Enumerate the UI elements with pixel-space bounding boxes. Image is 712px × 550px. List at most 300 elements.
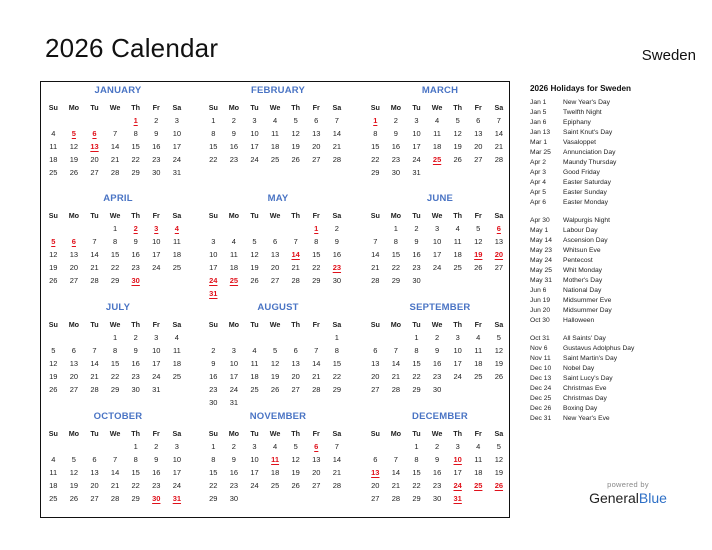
day-cell: 8 bbox=[334, 346, 339, 355]
weekday-header: Mo bbox=[228, 103, 240, 112]
holiday-day-cell: 3 bbox=[154, 224, 159, 233]
weekday-header: Sa bbox=[494, 320, 504, 329]
day-cell: 7 bbox=[314, 346, 319, 355]
day-cell: 27 bbox=[371, 494, 380, 503]
day-cell: 28 bbox=[391, 385, 401, 394]
day-cell: 27 bbox=[312, 155, 321, 164]
holiday-row bbox=[530, 188, 705, 198]
holiday-name: Epiphany bbox=[563, 119, 591, 126]
day-cell: 14 bbox=[332, 455, 342, 464]
day-cell: 23 bbox=[432, 372, 442, 381]
day-cell: 7 bbox=[92, 237, 97, 246]
weekday-header: Th bbox=[453, 320, 463, 329]
holiday-day-cell: 1 bbox=[373, 116, 378, 125]
day-cell: 25 bbox=[270, 155, 280, 164]
empty-cell bbox=[224, 222, 245, 235]
holiday-name: Gustavus Adolphus Day bbox=[563, 345, 635, 352]
day-cell: 4 bbox=[174, 333, 179, 342]
day-cell: 9 bbox=[231, 129, 236, 138]
weekday-header: Su bbox=[370, 211, 380, 220]
day-cell: 29 bbox=[412, 385, 421, 394]
weekday-header: Mo bbox=[228, 429, 240, 438]
day-cell: 22 bbox=[131, 155, 140, 164]
day-cell: 7 bbox=[112, 129, 118, 138]
holiday-date: Apr 4 bbox=[530, 179, 546, 186]
day-cell: 19 bbox=[291, 142, 300, 151]
day-cell: 9 bbox=[434, 346, 440, 355]
weekday-header: Fr bbox=[474, 429, 482, 438]
day-cell: 12 bbox=[69, 142, 79, 151]
day-cell: 6 bbox=[272, 237, 278, 246]
day-cell: 16 bbox=[229, 468, 239, 477]
day-cell: 10 bbox=[152, 346, 161, 355]
holiday-row bbox=[530, 334, 705, 344]
holiday-name: Mother's Day bbox=[563, 277, 603, 284]
month-day-grid bbox=[43, 101, 193, 179]
day-cell: 13 bbox=[291, 359, 300, 368]
day-cell: 26 bbox=[270, 385, 280, 394]
day-cell: 3 bbox=[174, 442, 179, 451]
holiday-name: Easter Monday bbox=[563, 199, 608, 206]
weekday-header: Fr bbox=[474, 320, 482, 329]
day-cell: 19 bbox=[49, 263, 58, 272]
holiday-date: May 1 bbox=[530, 227, 549, 234]
holiday-name: New Year's Eve bbox=[563, 415, 610, 422]
holiday-row bbox=[530, 216, 705, 226]
day-cell: 12 bbox=[291, 455, 300, 464]
empty-cell bbox=[64, 114, 85, 127]
weekday-header: Su bbox=[370, 320, 380, 329]
empty-cell bbox=[365, 440, 386, 453]
powered-by-text: powered by bbox=[607, 480, 649, 489]
day-cell: 15 bbox=[332, 359, 342, 368]
day-cell: 28 bbox=[332, 481, 342, 490]
weekday-header: We bbox=[269, 429, 281, 438]
day-cell: 10 bbox=[250, 455, 259, 464]
holiday-date: Apr 6 bbox=[530, 199, 546, 206]
day-cell: 13 bbox=[270, 250, 280, 259]
holiday-name: Ascension Day bbox=[563, 237, 608, 244]
day-cell: 26 bbox=[291, 155, 300, 164]
holiday-date: Dec 13 bbox=[530, 375, 552, 382]
empty-cell bbox=[43, 440, 64, 453]
day-cell: 4 bbox=[455, 224, 460, 233]
day-cell: 18 bbox=[453, 250, 462, 259]
empty-cell bbox=[365, 222, 386, 235]
weekday-header: Th bbox=[291, 103, 301, 112]
weekday-header: Mo bbox=[390, 211, 402, 220]
weekday-header: Tu bbox=[412, 320, 421, 329]
month-day-grid bbox=[203, 101, 353, 166]
day-cell: 15 bbox=[391, 250, 401, 259]
day-cell: 31 bbox=[152, 385, 161, 394]
day-cell: 29 bbox=[312, 276, 321, 285]
day-cell: 3 bbox=[252, 116, 257, 125]
holiday-row bbox=[530, 128, 705, 138]
holiday-day-cell: 4 bbox=[174, 224, 179, 233]
day-cell: 16 bbox=[152, 142, 161, 151]
day-cell: 26 bbox=[49, 276, 58, 285]
day-cell: 30 bbox=[412, 276, 421, 285]
empty-cell bbox=[84, 331, 105, 344]
day-cell: 5 bbox=[293, 442, 298, 451]
weekday-header: Fr bbox=[152, 429, 160, 438]
day-cell: 16 bbox=[412, 250, 421, 259]
holiday-name: Saint Knut's Day bbox=[563, 129, 613, 136]
holiday-date: May 14 bbox=[530, 237, 552, 244]
holiday-date: Nov 6 bbox=[530, 345, 548, 352]
holiday-row bbox=[530, 394, 705, 404]
day-cell: 23 bbox=[152, 481, 161, 490]
holiday-name: Labour Day bbox=[563, 227, 598, 234]
day-cell: 17 bbox=[453, 359, 462, 368]
holiday-row bbox=[530, 354, 705, 364]
day-cell: 18 bbox=[474, 359, 483, 368]
day-cell: 26 bbox=[494, 372, 504, 381]
day-cell: 31 bbox=[412, 168, 421, 177]
day-cell: 11 bbox=[271, 129, 279, 138]
holiday-date: Jan 5 bbox=[530, 109, 547, 116]
day-cell: 18 bbox=[250, 372, 259, 381]
weekday-header: Tu bbox=[90, 211, 99, 220]
day-cell: 19 bbox=[49, 372, 58, 381]
day-cell: 8 bbox=[133, 455, 138, 464]
day-cell: 12 bbox=[270, 359, 280, 368]
day-cell: 10 bbox=[209, 250, 218, 259]
day-cell: 22 bbox=[312, 263, 321, 272]
day-cell: 22 bbox=[110, 372, 120, 381]
holiday-row bbox=[530, 286, 705, 296]
holidays-panel bbox=[530, 84, 705, 424]
day-cell: 24 bbox=[229, 385, 239, 394]
day-cell: 23 bbox=[391, 155, 401, 164]
weekday-header: Su bbox=[48, 429, 58, 438]
day-cell: 1 bbox=[211, 442, 216, 451]
weekday-header: Sa bbox=[332, 103, 342, 112]
day-cell: 1 bbox=[334, 333, 339, 342]
holiday-row bbox=[530, 374, 705, 384]
holiday-date: Dec 25 bbox=[530, 395, 552, 402]
holiday-name: Whitsun Eve bbox=[563, 247, 601, 254]
day-cell: 26 bbox=[69, 494, 79, 503]
day-cell: 4 bbox=[51, 129, 56, 138]
empty-cell bbox=[64, 440, 85, 453]
day-cell: 13 bbox=[69, 359, 79, 368]
weekday-header: Tu bbox=[90, 429, 99, 438]
day-cell: 21 bbox=[391, 481, 401, 490]
day-cell: 10 bbox=[453, 346, 462, 355]
day-cell: 14 bbox=[391, 468, 401, 477]
brand-logo[interactable] bbox=[583, 480, 673, 506]
weekday-header: Fr bbox=[474, 211, 482, 220]
day-cell: 8 bbox=[373, 129, 378, 138]
day-cell: 18 bbox=[270, 468, 280, 477]
holiday-day-cell: 13 bbox=[371, 468, 380, 477]
day-cell: 21 bbox=[332, 142, 342, 151]
day-cell: 7 bbox=[393, 455, 398, 464]
holiday-name: Saint Lucy's Day bbox=[563, 375, 613, 382]
day-cell: 24 bbox=[412, 155, 421, 164]
day-cell: 14 bbox=[391, 359, 401, 368]
holiday-row bbox=[530, 198, 705, 208]
day-cell: 10 bbox=[172, 129, 182, 138]
holiday-row bbox=[530, 158, 705, 168]
day-cell: 29 bbox=[209, 494, 218, 503]
weekday-header: We bbox=[109, 320, 121, 329]
month-july bbox=[43, 301, 193, 396]
day-cell: 17 bbox=[453, 468, 462, 477]
day-cell: 2 bbox=[133, 333, 138, 342]
day-cell: 24 bbox=[172, 155, 182, 164]
weekday-header: Mo bbox=[390, 320, 402, 329]
month-december bbox=[365, 410, 515, 505]
day-cell: 11 bbox=[172, 237, 181, 246]
month-september bbox=[365, 301, 515, 396]
day-cell: 2 bbox=[231, 116, 236, 125]
weekday-header: Sa bbox=[172, 429, 182, 438]
day-cell: 25 bbox=[250, 385, 259, 394]
day-cell: 17 bbox=[172, 142, 182, 151]
weekday-header: Su bbox=[48, 211, 58, 220]
empty-cell bbox=[64, 331, 85, 344]
day-cell: 13 bbox=[312, 455, 321, 464]
day-cell: 5 bbox=[496, 333, 501, 342]
holiday-name: Halloween bbox=[563, 317, 595, 324]
weekday-header: Tu bbox=[250, 103, 259, 112]
day-cell: 5 bbox=[293, 116, 298, 125]
day-cell: 12 bbox=[49, 250, 58, 259]
weekday-header: Th bbox=[131, 211, 141, 220]
weekday-header: Tu bbox=[90, 320, 99, 329]
day-cell: 20 bbox=[270, 263, 280, 272]
holiday-date: Jan 1 bbox=[530, 99, 547, 106]
day-cell: 14 bbox=[371, 250, 380, 259]
holiday-name: Maundy Thursday bbox=[563, 159, 617, 166]
holiday-date: Jan 6 bbox=[530, 119, 547, 126]
day-cell: 15 bbox=[412, 359, 421, 368]
empty-cell bbox=[285, 222, 306, 235]
weekday-header: We bbox=[431, 429, 443, 438]
month-title: JANUARY bbox=[94, 85, 142, 96]
month-june bbox=[365, 192, 515, 287]
day-cell: 4 bbox=[272, 442, 278, 451]
holiday-row bbox=[530, 306, 705, 316]
day-cell: 5 bbox=[252, 237, 257, 246]
day-cell: 18 bbox=[229, 263, 239, 272]
day-cell: 13 bbox=[474, 129, 483, 138]
holiday-name: Christmas Eve bbox=[563, 385, 607, 392]
weekday-header: Th bbox=[453, 211, 463, 220]
day-cell: 7 bbox=[373, 237, 378, 246]
day-cell: 18 bbox=[49, 155, 58, 164]
day-cell: 25 bbox=[49, 494, 58, 503]
weekday-header: Fr bbox=[474, 103, 482, 112]
day-cell: 15 bbox=[131, 142, 140, 151]
day-cell: 21 bbox=[110, 481, 120, 490]
day-cell: 20 bbox=[371, 481, 380, 490]
holiday-name: National Day bbox=[563, 287, 602, 294]
holiday-day-cell: 11 bbox=[271, 455, 280, 464]
day-cell: 4 bbox=[272, 116, 278, 125]
weekday-header: Su bbox=[48, 320, 58, 329]
day-cell: 12 bbox=[494, 346, 504, 355]
day-cell: 23 bbox=[152, 155, 161, 164]
holiday-row bbox=[530, 384, 705, 394]
empty-cell bbox=[386, 331, 407, 344]
holiday-day-cell: 5 bbox=[71, 129, 76, 138]
day-cell: 13 bbox=[494, 237, 504, 246]
day-cell: 20 bbox=[291, 372, 300, 381]
holiday-date: Dec 24 bbox=[530, 385, 552, 392]
day-cell: 17 bbox=[412, 142, 421, 151]
day-cell: 2 bbox=[393, 116, 398, 125]
empty-cell bbox=[203, 331, 224, 344]
day-cell: 22 bbox=[209, 155, 218, 164]
month-day-grid bbox=[203, 318, 353, 409]
weekday-header: Th bbox=[131, 103, 141, 112]
month-day-grid bbox=[43, 209, 193, 287]
day-cell: 21 bbox=[332, 468, 342, 477]
holiday-date: Jun 6 bbox=[530, 287, 547, 294]
day-cell: 14 bbox=[312, 359, 321, 368]
holiday-day-cell: 1 bbox=[133, 116, 138, 125]
day-cell: 12 bbox=[474, 237, 483, 246]
day-cell: 15 bbox=[110, 359, 120, 368]
weekday-header: Su bbox=[208, 211, 218, 220]
day-cell: 14 bbox=[90, 359, 99, 368]
empty-cell bbox=[43, 222, 64, 235]
month-day-grid bbox=[365, 427, 515, 505]
day-cell: 19 bbox=[494, 359, 504, 368]
holiday-date: May 25 bbox=[530, 267, 552, 274]
day-cell: 27 bbox=[291, 385, 300, 394]
day-cell: 11 bbox=[474, 346, 483, 355]
holiday-name: Whit Monday bbox=[563, 267, 603, 274]
holiday-day-cell: 19 bbox=[474, 250, 483, 259]
country-label: Sweden bbox=[641, 47, 696, 64]
holiday-date: May 31 bbox=[530, 277, 552, 284]
day-cell: 28 bbox=[110, 494, 120, 503]
holiday-row bbox=[530, 266, 705, 276]
day-cell: 21 bbox=[494, 142, 504, 151]
day-cell: 12 bbox=[494, 455, 504, 464]
day-cell: 17 bbox=[152, 359, 161, 368]
holiday-row bbox=[530, 296, 705, 306]
holiday-row bbox=[530, 98, 705, 108]
holidays-panel-title: 2026 Holidays for Sweden bbox=[530, 84, 632, 93]
weekday-header: We bbox=[431, 320, 443, 329]
weekday-header: Sa bbox=[172, 103, 182, 112]
day-cell: 14 bbox=[332, 129, 342, 138]
weekday-header: Tu bbox=[90, 103, 99, 112]
day-cell: 25 bbox=[270, 481, 280, 490]
day-cell: 6 bbox=[373, 455, 378, 464]
holiday-row bbox=[530, 236, 705, 246]
day-cell: 5 bbox=[51, 346, 56, 355]
holiday-name: Midsummer Eve bbox=[563, 297, 612, 304]
month-day-grid bbox=[203, 427, 353, 505]
day-cell: 21 bbox=[110, 155, 120, 164]
day-cell: 27 bbox=[90, 494, 99, 503]
day-cell: 13 bbox=[312, 129, 321, 138]
holiday-group-gap bbox=[530, 208, 705, 216]
holiday-day-cell: 2 bbox=[133, 224, 138, 233]
day-cell: 3 bbox=[455, 442, 460, 451]
day-cell: 4 bbox=[252, 346, 257, 355]
day-cell: 4 bbox=[231, 237, 236, 246]
day-cell: 19 bbox=[69, 481, 79, 490]
empty-cell bbox=[244, 331, 265, 344]
day-cell: 24 bbox=[152, 372, 161, 381]
holiday-date: Dec 26 bbox=[530, 405, 552, 412]
day-cell: 16 bbox=[391, 142, 401, 151]
day-cell: 9 bbox=[393, 129, 398, 138]
day-cell: 26 bbox=[474, 263, 483, 272]
day-cell: 12 bbox=[250, 250, 259, 259]
holiday-day-cell: 6 bbox=[92, 129, 97, 138]
month-february bbox=[203, 84, 353, 166]
day-cell: 8 bbox=[414, 455, 419, 464]
holiday-name: Boxing Day bbox=[563, 405, 598, 412]
month-day-grid bbox=[203, 209, 353, 300]
day-cell: 10 bbox=[172, 455, 182, 464]
day-cell: 6 bbox=[476, 116, 481, 125]
weekday-header: We bbox=[269, 211, 281, 220]
month-title: OCTOBER bbox=[93, 411, 143, 422]
empty-cell bbox=[64, 222, 85, 235]
day-cell: 24 bbox=[152, 263, 161, 272]
weekday-header: Fr bbox=[152, 211, 160, 220]
day-cell: 20 bbox=[312, 468, 321, 477]
day-cell: 8 bbox=[414, 346, 419, 355]
holiday-name: Walpurgis Night bbox=[563, 217, 610, 224]
day-cell: 24 bbox=[453, 372, 462, 381]
day-cell: 9 bbox=[434, 455, 440, 464]
holiday-row bbox=[530, 138, 705, 148]
holiday-row bbox=[530, 404, 705, 414]
day-cell: 9 bbox=[154, 455, 159, 464]
day-cell: 20 bbox=[90, 155, 99, 164]
weekday-header: Mo bbox=[68, 320, 80, 329]
holiday-day-cell: 6 bbox=[496, 224, 501, 233]
month-title: DECEMBER bbox=[412, 411, 468, 422]
weekday-header: Mo bbox=[390, 103, 402, 112]
day-cell: 28 bbox=[291, 276, 300, 285]
holiday-row bbox=[530, 364, 705, 374]
weekday-header: Th bbox=[131, 429, 141, 438]
weekday-header: Sa bbox=[332, 429, 342, 438]
day-cell: 5 bbox=[71, 455, 76, 464]
empty-cell bbox=[306, 331, 327, 344]
day-cell: 12 bbox=[453, 129, 462, 138]
day-cell: 9 bbox=[133, 346, 138, 355]
day-cell: 30 bbox=[209, 398, 218, 407]
day-cell: 29 bbox=[412, 494, 421, 503]
day-cell: 8 bbox=[314, 237, 319, 246]
day-cell: 17 bbox=[152, 250, 161, 259]
empty-cell bbox=[84, 222, 105, 235]
day-cell: 16 bbox=[432, 468, 442, 477]
day-cell: 29 bbox=[110, 276, 120, 285]
holiday-name: Annunciation Day bbox=[563, 149, 616, 156]
day-cell: 22 bbox=[332, 372, 342, 381]
empty-cell bbox=[386, 440, 407, 453]
day-cell: 5 bbox=[476, 224, 481, 233]
holiday-date: May 23 bbox=[530, 247, 552, 254]
day-cell: 27 bbox=[312, 481, 321, 490]
day-cell: 17 bbox=[250, 142, 259, 151]
holiday-name: Midsummer Day bbox=[563, 307, 612, 314]
